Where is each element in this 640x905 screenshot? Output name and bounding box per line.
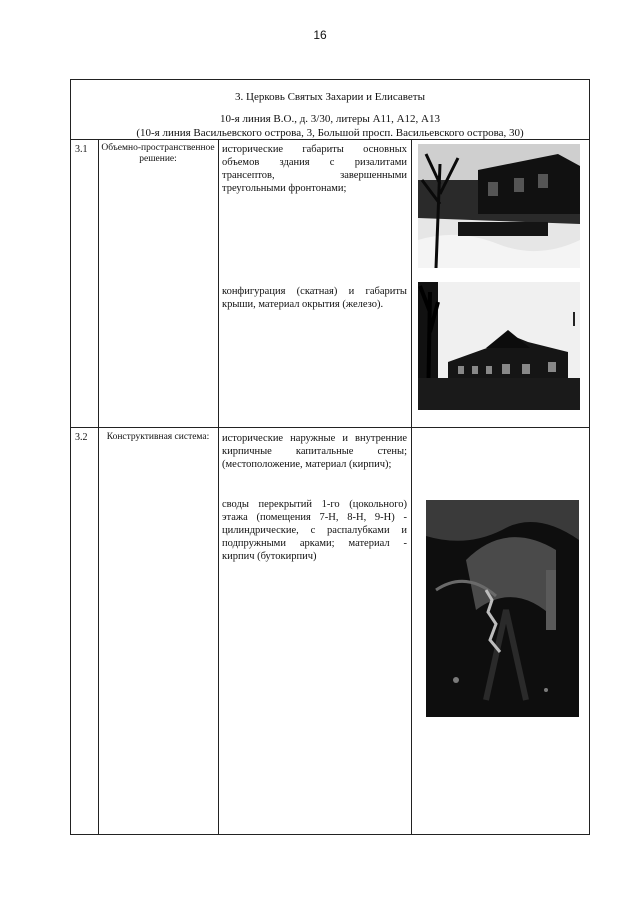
row-description: конфигурация (скатная) и габариты крыши, материал окрытия (железо). xyxy=(222,286,407,310)
building-exterior-photo xyxy=(418,144,580,268)
vault-interior-photo xyxy=(426,500,579,717)
object-address: 10-я линия В.О., д. 3/30, литеры А11, А12, А13 xyxy=(220,113,440,125)
column-divider xyxy=(411,140,412,834)
column-divider xyxy=(218,140,219,834)
row-description: исторические наружные и внутренние кирпичные капитальные стены; (местоположение, материал (кирпич); xyxy=(222,433,407,470)
row-description: исторические габариты основных объемов здания с ризалитами трансептов, завершенными треугольными фронтонами; xyxy=(222,144,407,194)
row-label: Конструктивная система: xyxy=(106,432,210,442)
row-description: своды перекрытий 1-го (цокольного) этажа (помещения 7-Н, 8-Н, 9-Н) - цилиндрические, с распалубками и подпружными арками; материал - кирпич (бутокирпич) xyxy=(222,499,407,562)
row-number: 3.1 xyxy=(75,144,88,155)
row-number: 3.2 xyxy=(75,432,88,443)
page-number: 16 xyxy=(313,28,327,42)
row-divider xyxy=(71,427,589,428)
column-divider xyxy=(98,140,99,834)
table-header xyxy=(71,80,589,140)
row-label: Объемно-пространственное решение: xyxy=(101,143,215,164)
object-address-alt: (10-я линия Васильевского острова, 3, Большой просп. Васильевского острова, 30) xyxy=(136,127,524,139)
object-title: 3. Церковь Святых Захарии и Елисаветы xyxy=(235,91,425,103)
protected-features-table xyxy=(70,79,590,835)
building-roof-photo xyxy=(418,282,580,410)
